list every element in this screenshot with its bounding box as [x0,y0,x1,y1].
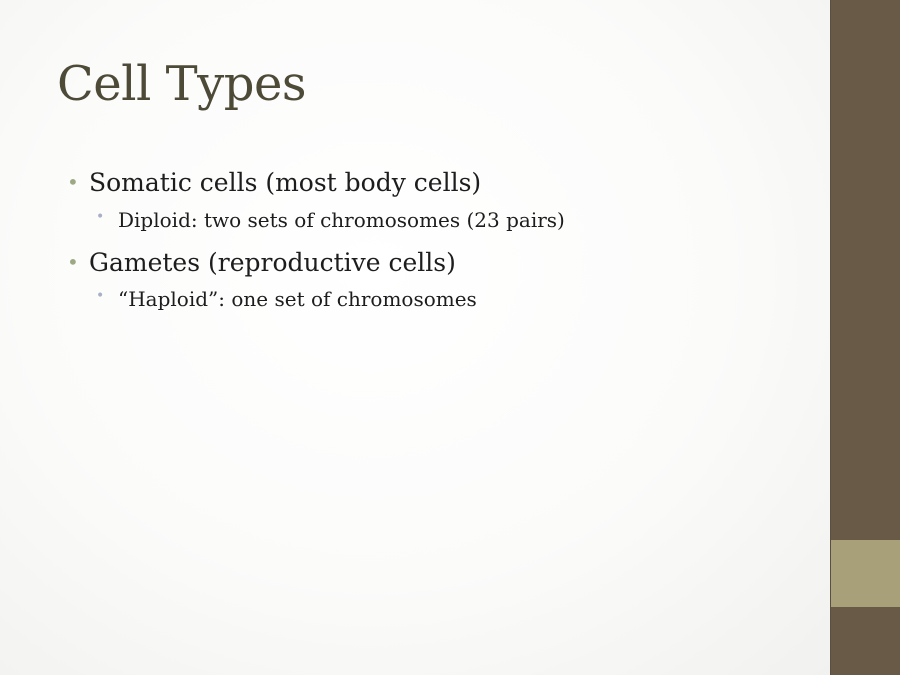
slide-title: Cell Types [57,56,306,112]
bullet-dot-icon: • [67,170,79,194]
bullet-text: Somatic cells (most body cells) [89,168,482,197]
bullet-text: Gametes (reproductive cells) [89,248,456,277]
sub-bullet-dot-icon: • [96,209,105,225]
sidebar-accent-block [831,540,900,607]
decorative-sidebar [830,0,900,675]
sub-bullet-text: “Haploid”: one set of chromosomes [118,287,477,311]
sub-bullet-dot-icon: • [96,288,105,304]
sub-bullet-text: Diploid: two sets of chromosomes (23 pairs) [118,208,565,232]
bullet-dot-icon: • [67,250,79,274]
